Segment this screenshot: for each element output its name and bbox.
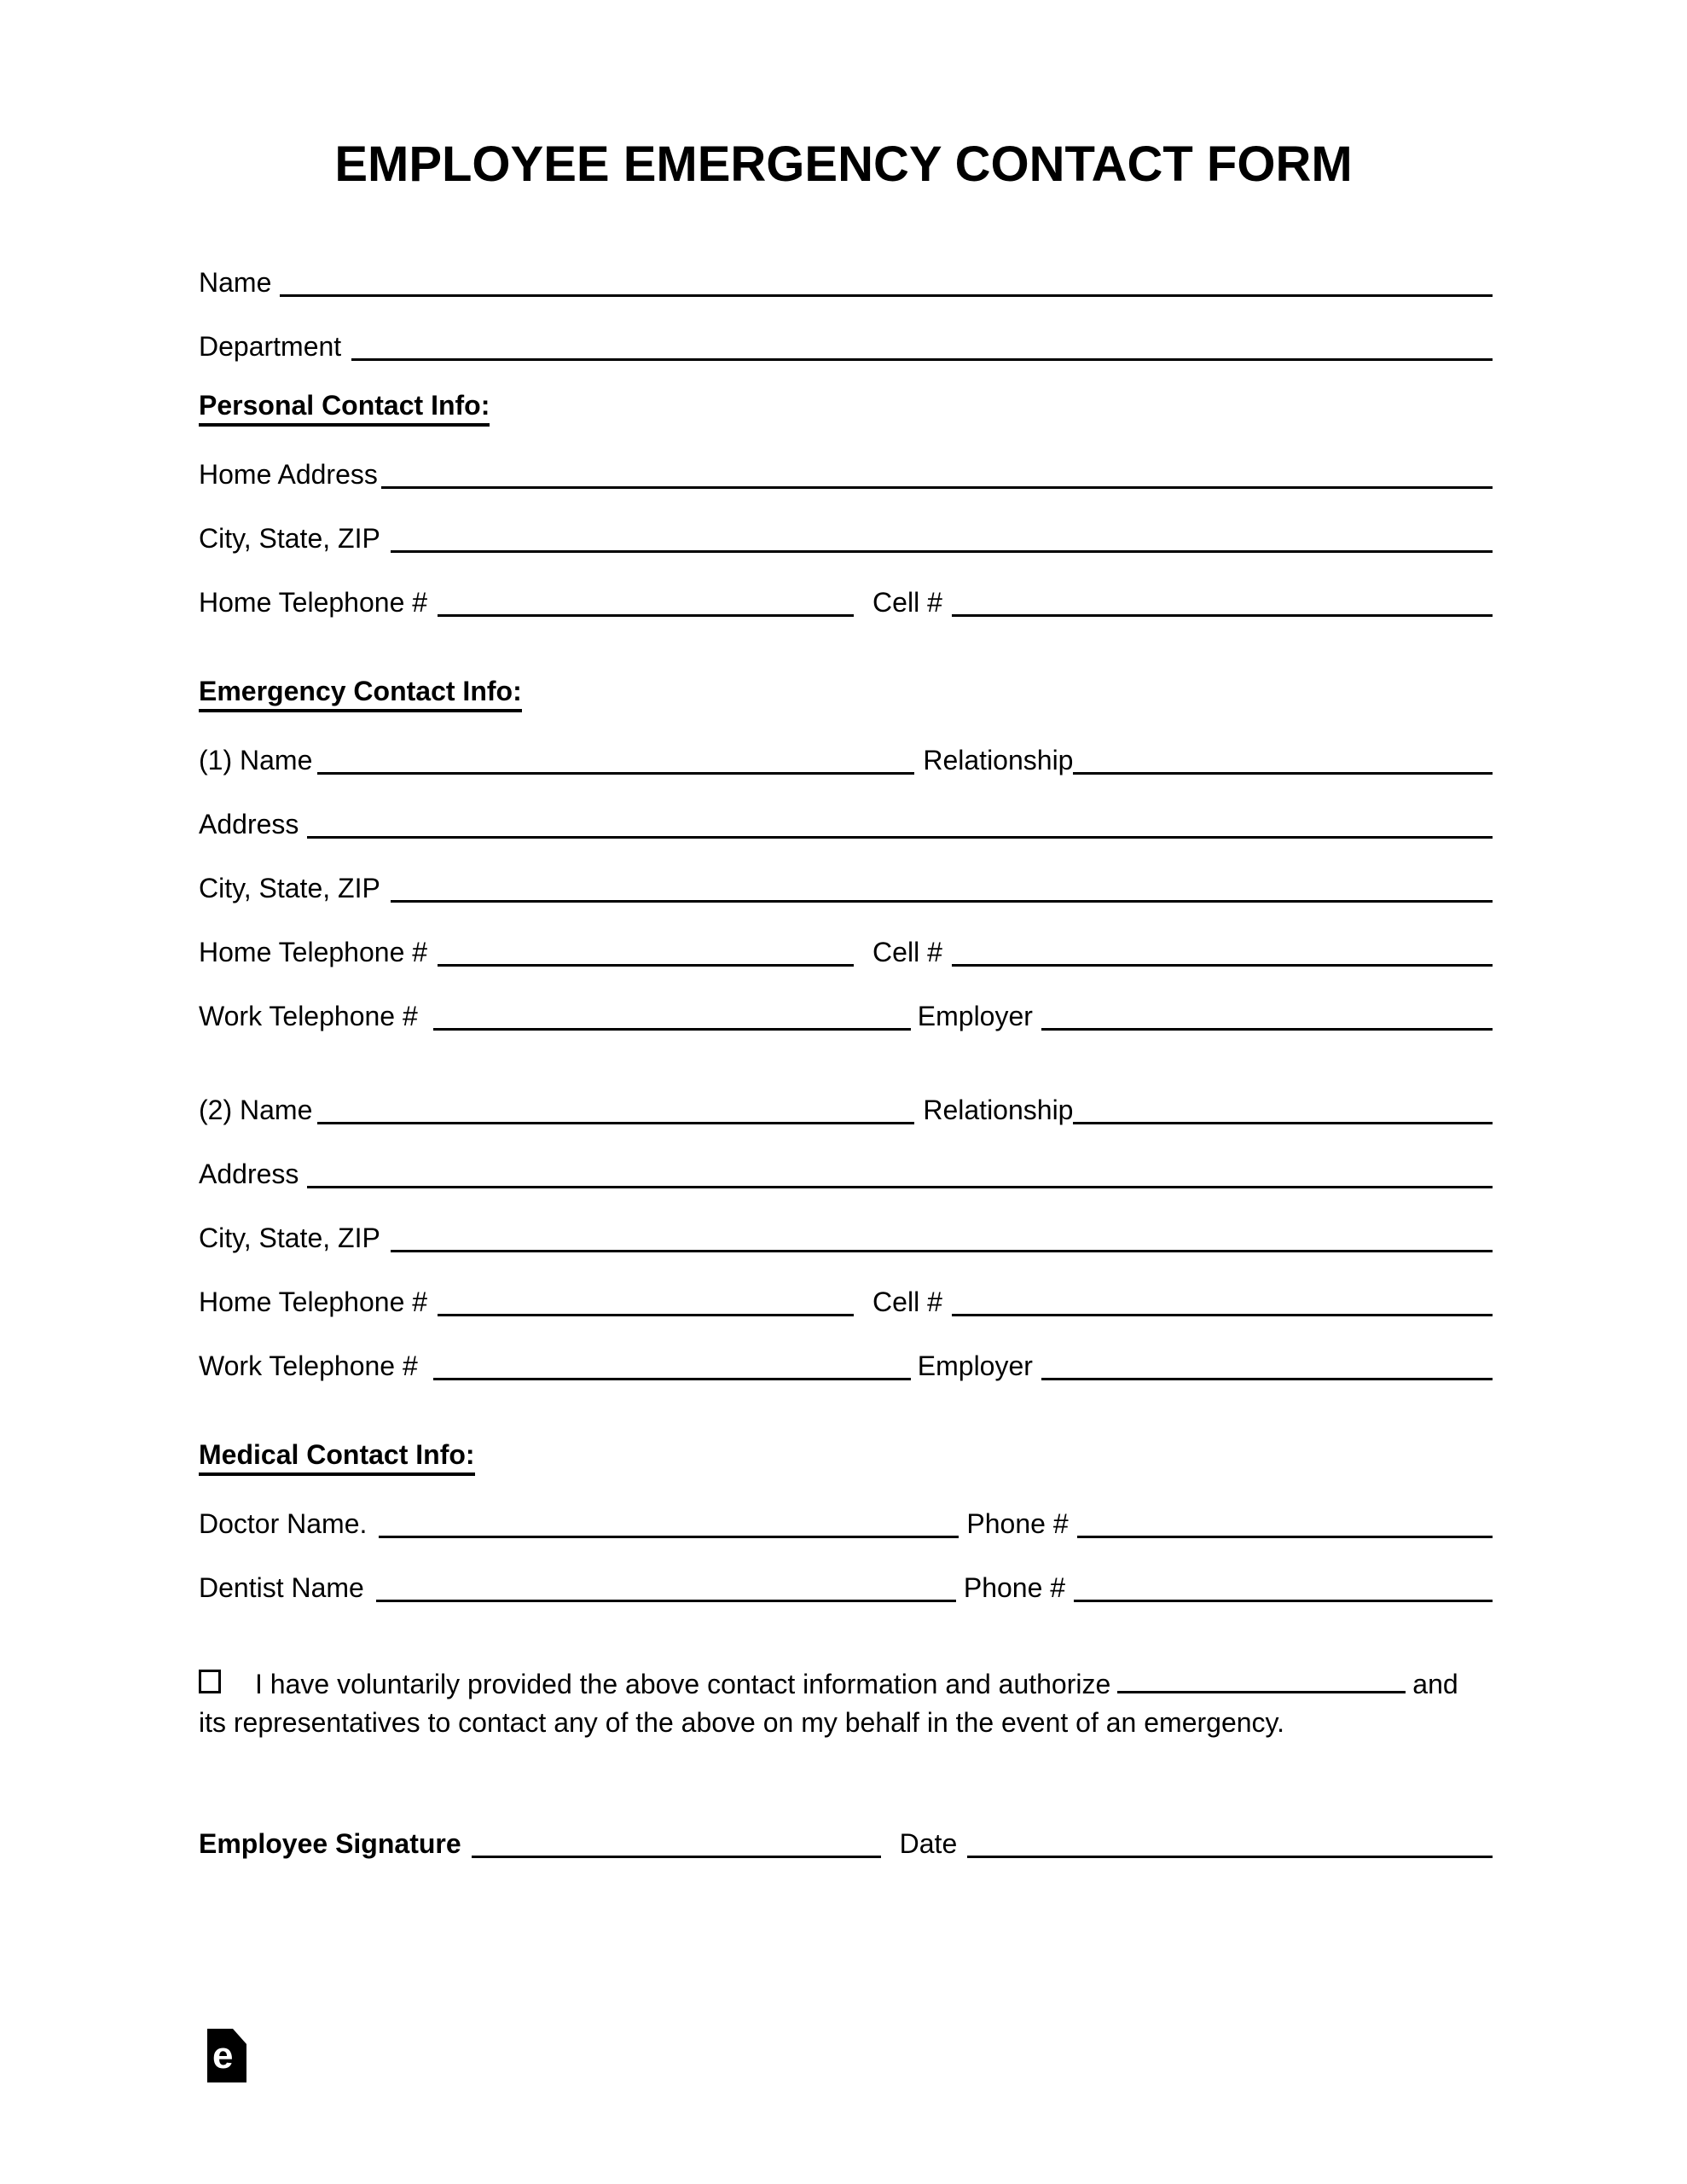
contact2-employer-label: Employer — [917, 1350, 1033, 1381]
contact2-relationship-field[interactable] — [1073, 1122, 1493, 1124]
authorization-text-3: its representatives to contact any of the above on my behalf in the event of an emergency. — [199, 1707, 1285, 1738]
authorization-checkbox[interactable] — [199, 1670, 221, 1693]
medical-section-heading-row — [199, 1412, 1493, 1476]
contact1-work-telephone-label: Work Telephone # — [199, 1001, 418, 1031]
contact2-home-telephone-field[interactable] — [438, 1314, 854, 1316]
department-field[interactable] — [351, 358, 1493, 361]
employee-signature-field[interactable] — [472, 1856, 881, 1858]
doctor-phone-field[interactable] — [1077, 1536, 1493, 1538]
home-address-field[interactable] — [381, 486, 1493, 489]
contact1-employer-label: Employer — [917, 1001, 1033, 1031]
contact2-city-field[interactable] — [391, 1250, 1493, 1252]
contact2-name-label: (2) Name — [199, 1095, 313, 1125]
doctor-name-field[interactable] — [379, 1536, 959, 1538]
name-field[interactable] — [280, 294, 1493, 297]
home-telephone-label: Home Telephone # — [199, 587, 428, 618]
contact1-address-label: Address — [199, 809, 299, 839]
contact1-work-row — [199, 968, 1493, 1032]
contact1-name-label: (1) Name — [199, 745, 313, 775]
home-address-label: Home Address — [199, 459, 378, 490]
contact2-work-row — [199, 1318, 1493, 1382]
doctor-phone-label: Phone # — [966, 1508, 1069, 1539]
contact1-cell-label: Cell # — [872, 937, 942, 967]
authorization-paragraph — [199, 1665, 1493, 1742]
authorization-company-field[interactable] — [1117, 1691, 1406, 1693]
personal-phone-row — [199, 555, 1493, 619]
contact1-work-telephone-field[interactable] — [433, 1028, 911, 1031]
contact2-cell-field[interactable] — [952, 1314, 1493, 1316]
contact1-city-label: City, State, ZIP — [199, 873, 380, 903]
doctor-row — [199, 1476, 1493, 1540]
contact2-employer-field[interactable] — [1041, 1378, 1493, 1380]
contact2-relationship-label: Relationship — [923, 1095, 1074, 1125]
contact2-name-field[interactable] — [317, 1122, 914, 1124]
contact1-home-telephone-field[interactable] — [438, 964, 854, 967]
department-label: Department — [199, 331, 342, 362]
city-state-zip-label: City, State, ZIP — [199, 523, 380, 554]
cell-label: Cell # — [872, 587, 942, 618]
contact2-address-field[interactable] — [307, 1186, 1493, 1188]
contact2-address-row — [199, 1126, 1493, 1190]
doctor-name-label: Doctor Name. — [199, 1508, 368, 1539]
contact1-address-row — [199, 776, 1493, 840]
dentist-phone-label: Phone # — [963, 1572, 1066, 1603]
contact2-home-telephone-label: Home Telephone # — [199, 1287, 428, 1317]
contact1-address-field[interactable] — [307, 836, 1493, 839]
emergency-section-heading: Emergency Contact Info: — [199, 676, 522, 712]
form-content — [199, 235, 1493, 1860]
contact2-cell-label: Cell # — [872, 1287, 942, 1317]
contact1-home-telephone-label: Home Telephone # — [199, 937, 428, 967]
signature-row — [199, 1796, 1493, 1860]
contact2-city-row — [199, 1190, 1493, 1254]
emergency-section-heading-row — [199, 648, 1493, 712]
contact2-address-label: Address — [199, 1159, 299, 1189]
personal-section-heading: Personal Contact Info: — [199, 390, 490, 427]
contact1-name-field[interactable] — [317, 772, 914, 775]
authorization-text-2: and — [1412, 1669, 1458, 1699]
contact2-phone-row — [199, 1254, 1493, 1318]
contact1-name-row — [199, 712, 1493, 776]
personal-section-heading-row — [199, 363, 1493, 427]
contact1-phone-row — [199, 904, 1493, 968]
contact2-work-telephone-label: Work Telephone # — [199, 1350, 418, 1381]
date-field[interactable] — [967, 1856, 1493, 1858]
contact1-city-row — [199, 840, 1493, 904]
contact2-work-telephone-field[interactable] — [433, 1378, 911, 1380]
dentist-name-field[interactable] — [376, 1600, 956, 1602]
personal-cell-field[interactable] — [952, 614, 1493, 617]
medical-section-heading: Medical Contact Info: — [199, 1439, 475, 1476]
home-address-row — [199, 427, 1493, 491]
authorization-text-1: I have voluntarily provided the above contact information and authorize — [255, 1669, 1111, 1699]
contact1-cell-field[interactable] — [952, 964, 1493, 967]
contact2-name-row — [199, 1062, 1493, 1126]
dentist-phone-field[interactable] — [1074, 1600, 1493, 1602]
name-row — [199, 235, 1493, 299]
contact1-relationship-field[interactable] — [1073, 772, 1493, 775]
employee-signature-label: Employee Signature — [199, 1828, 461, 1859]
personal-city-row — [199, 491, 1493, 555]
eforms-logo-letter: e — [212, 2035, 234, 2077]
dentist-row — [199, 1540, 1493, 1604]
name-label: Name — [199, 267, 272, 298]
date-label: Date — [899, 1828, 958, 1859]
personal-home-telephone-field[interactable] — [438, 614, 854, 617]
contact1-relationship-label: Relationship — [923, 745, 1074, 775]
contact1-city-field[interactable] — [391, 900, 1493, 903]
page-title: EMPLOYEE EMERGENCY CONTACT FORM — [334, 136, 1353, 192]
personal-city-field[interactable] — [391, 550, 1493, 553]
contact2-city-label: City, State, ZIP — [199, 1223, 380, 1253]
eforms-logo — [207, 2029, 246, 2082]
contact1-employer-field[interactable] — [1041, 1028, 1493, 1031]
dentist-name-label: Dentist Name — [199, 1572, 364, 1603]
department-row — [199, 299, 1493, 363]
